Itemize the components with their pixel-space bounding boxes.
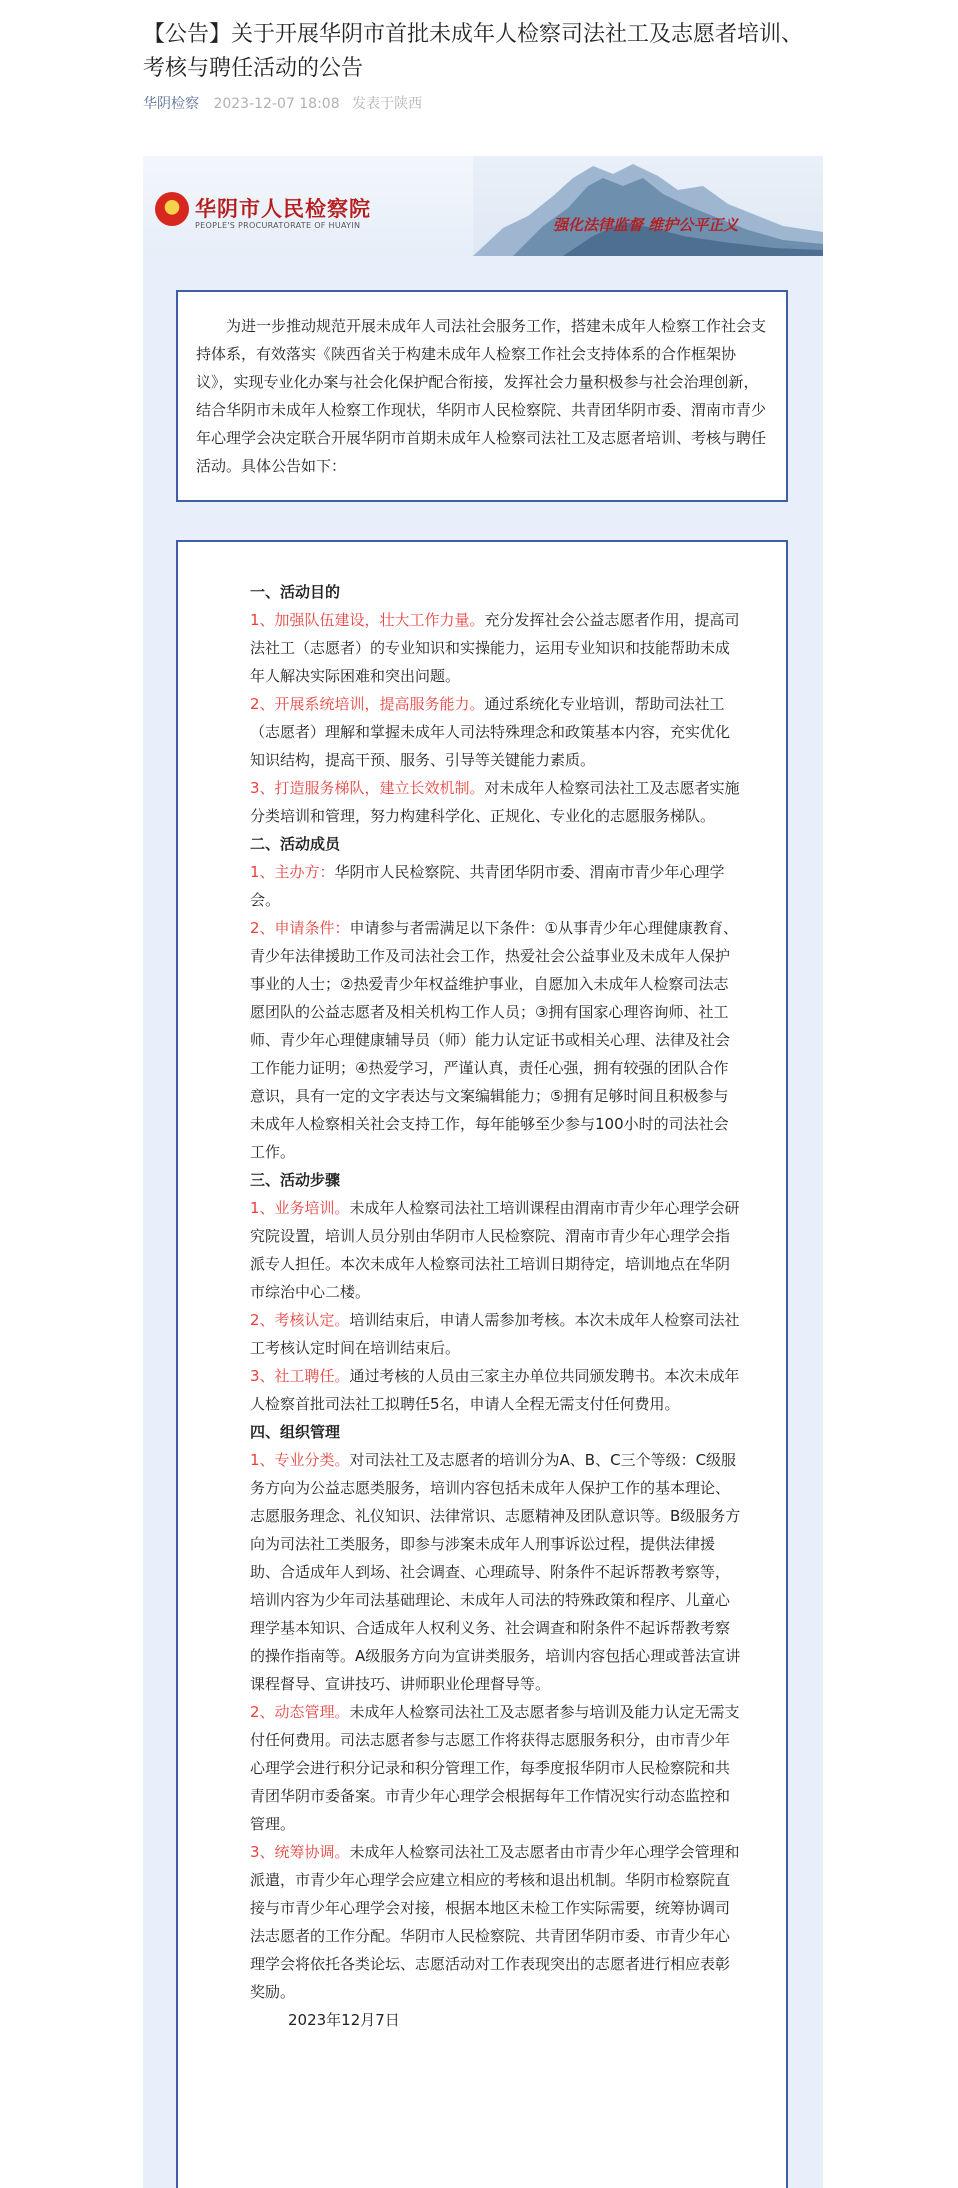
item-lead: 1、专业分类。: [250, 1451, 350, 1469]
item-text: 培训结束后，申请人需参加考核。本次未成年人检察司法社工考核认定时间在培训结束后。: [250, 1311, 740, 1357]
announcement-date: 2023年12月7日: [288, 2011, 400, 2029]
item-lead: 1、主办方：: [250, 863, 335, 881]
banner-slogan: 强化法律监督 维护公平正义: [553, 216, 739, 234]
article-title: 【公告】关于开展华阴市首批未成年人检察司法社工及志愿者培训、考核与聘任活动的公告: [143, 22, 804, 81]
mountain-illustration: [473, 156, 823, 256]
section-item: [250, 858, 742, 914]
section-item: [250, 606, 742, 690]
item-lead: 1、加强队伍建设，壮大工作力量。: [250, 611, 485, 629]
item-lead: 2、开展系统培训，提高服务能力。: [250, 695, 485, 713]
item-lead: 3、打造服务梯队，建立长效机制。: [250, 779, 485, 797]
section-heading: 一、活动目的: [250, 583, 341, 601]
item-text: 充分发挥社会公益志愿者作用，提高司法社工（志愿者）的专业知识和实操能力，运用专业知识和技能帮助未成年人解决实际困难和突出问题。: [250, 611, 740, 685]
section-heading: 四、组织管理: [250, 1423, 341, 1441]
item-text: 对未成年人检察司法社工及志愿者实施分类培训和管理，努力构建科学化、正规化、专业化的志愿服务梯队。: [250, 779, 740, 825]
section-item: [250, 690, 742, 774]
item-text: 通过系统化专业培训，帮助司法社工（志愿者）理解和掌握未成年人司法特殊理念和政策基本内容，充实优化知识结构，提高干预、服务、引导等关键能力素质。: [250, 695, 731, 769]
intro-box: [176, 290, 788, 502]
publish-location: 发表于陕西: [352, 96, 423, 112]
section-item: [250, 1306, 742, 1362]
item-lead: 3、社工聘任。: [250, 1367, 350, 1385]
publish-datetime: 2023-12-07 18:08: [213, 96, 340, 112]
section-heading: 二、活动成员: [250, 835, 341, 853]
section-heading: 三、活动步骤: [250, 1171, 341, 1189]
procuratorate-emblem-icon: [155, 192, 189, 226]
article-body: [143, 156, 823, 2188]
banner-org-subtitle: PEOPLE'S PROCURATORATE OF HUAYIN: [195, 221, 361, 230]
section-item: [250, 1698, 742, 1838]
account-name-link[interactable]: 华阴检察: [143, 96, 199, 112]
item-lead: 2、考核认定。: [250, 1311, 350, 1329]
article-meta: [143, 93, 422, 113]
item-text: 华阴市人民检察院、共青团华阴市委、渭南市青少年心理学会。: [250, 863, 725, 909]
intro-paragraph: 为进一步推动规范开展未成年人司法社会服务工作，搭建未成年人检察工作社会支持体系，有效落实《陕西省关于构建未成年人检察工作社会支持体系的合作框架协议》，实现专业化办案与社会化保护配合衔接，发挥社会力量积极参与社会治理创新，结合华阴市未成年人检察工作现状，华阴市人民检察院、共青团华阴市委、渭南市青少年心理学会决定联合开展华阴市首期未成年人检察司法社工及志愿者培训、考核与聘任活动。具体公告如下：: [196, 317, 767, 475]
item-lead: 1、业务培训。: [250, 1199, 350, 1217]
item-text: 对司法社工及志愿者的培训分为A、B、C三个等级：C级服务方向为公益志愿类服务，培训内容包括未成年人保护工作的基本理论、志愿服务理念、礼仪知识、法律常识、志愿精神及团队意识等。B级服务方向为司法社工类服务，即参与涉案未成年人刑事诉讼过程，提供法律援助、合适成年人到场、社会调查、心理疏导、附条件不起诉帮教考察等，培训内容为少年司法基础理论、未成年人司法的特殊政策和程序、儿童心理学基本知识、合适成年人权利义务、社会调查和附条件不起诉帮教考察的操作指南等。A级服务方向为宣讲类服务，培训内容包括心理或普法宣讲课程督导、宣讲技巧、讲师职业伦理督导等。: [250, 1451, 741, 1693]
content-box: [176, 540, 788, 2188]
section-item: [250, 1446, 742, 1698]
item-lead: 2、申请条件：: [250, 919, 350, 937]
item-text: 通过考核的人员由三家主办单位共同颁发聘书。本次未成年人检察首批司法社工拟聘任5名，申请人全程无需支付任何费用。: [250, 1367, 740, 1413]
section-item: [250, 774, 742, 830]
item-text: 未成年人检察司法社工及志愿者参与培训及能力认定无需支付任何费用。司法志愿者参与志愿工作将获得志愿服务积分，由市青少年心理学会进行积分记录和积分管理工作，每季度报华阴市人民检察院和共青团华阴市委备案。市青少年心理学会根据每年工作情况实行动态监控和管理。: [250, 1703, 740, 1833]
item-text: 申请参与者需满足以下条件：①从事青少年心理健康教育、青少年法律援助工作及司法社会工作，热爱社会公益事业及未成年人保护事业的人士；②热爱青少年权益维护事业，自愿加入未成年人检察司法志愿团队的公益志愿者及相关机构工作人员；③拥有国家心理咨询师、社工师、青少年心理健康辅导员（师）能力认定证书或相关心理、法律及社会工作能力证明；④热爱学习，严谨认真，责任心强，拥有较强的团队合作意识，具有一定的文字表达与文案编辑能力；⑤拥有足够时间且积极参与未成年人检察相关社会支持工作，每年能够至少参与100小时的司法社会工作。: [250, 919, 738, 1161]
item-text: 未成年人检察司法社工培训课程由渭南市青少年心理学会研究院设置，培训人员分别由华阴市人民检察院、渭南市青少年心理学会指派专人担任。本次未成年人检察司法社工培训日期待定，培训地点在华阴市综治中心二楼。: [250, 1199, 740, 1301]
item-lead: 3、统筹协调。: [250, 1843, 350, 1861]
banner-org-name: 华阴市人民检察院: [195, 196, 371, 221]
section-item: [250, 914, 742, 1166]
section-item: [250, 1194, 742, 1306]
section-item: [250, 1362, 742, 1418]
announcement-content: [250, 578, 742, 2034]
item-text: 未成年人检察司法社工及志愿者由市青少年心理学会管理和派遣，市青少年心理学会应建立相应的考核和退出机制。华阴市检察院直接与市青少年心理学会对接，根据本地区未检工作实际需要，统筹协调司法志愿者的工作分配。华阴市人民检察院、共青团华阴市委、市青少年心理学会将依托各类论坛、志愿活动对工作表现突出的志愿者进行相应表彰奖励。: [250, 1843, 740, 2001]
header-banner: [143, 156, 823, 256]
item-lead: 2、动态管理。: [250, 1703, 350, 1721]
section-item: [250, 1838, 742, 2006]
